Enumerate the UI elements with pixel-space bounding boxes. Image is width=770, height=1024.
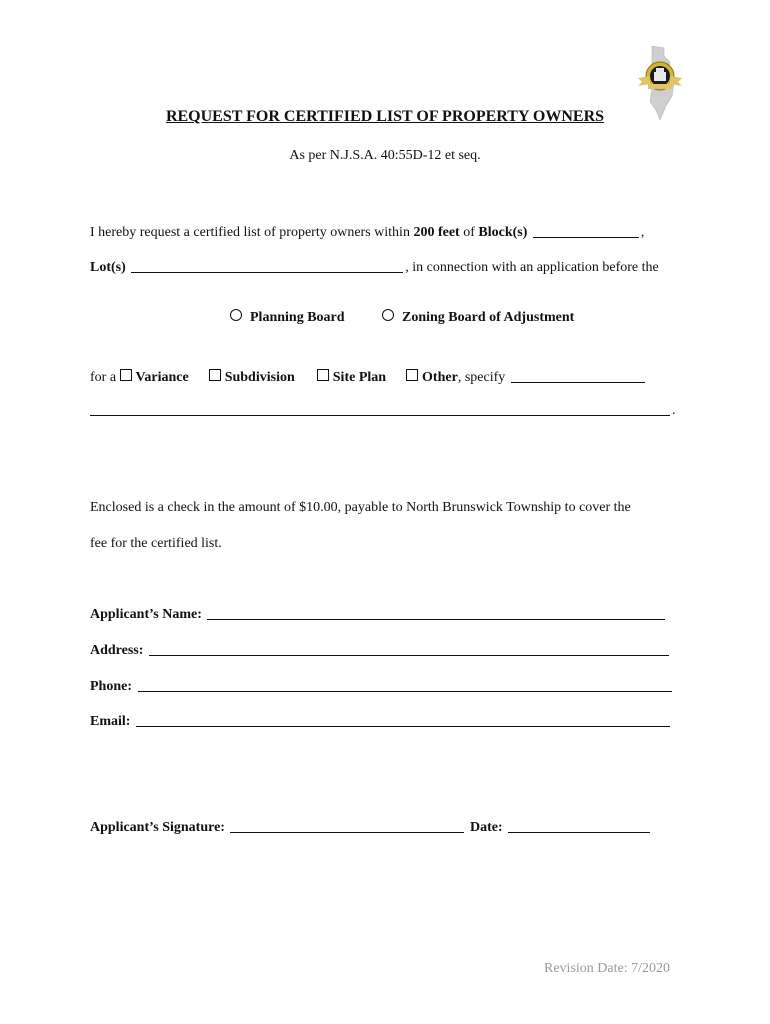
subdivision-checkbox[interactable] (209, 369, 221, 381)
signature-row (90, 820, 652, 836)
email-row (90, 714, 672, 730)
of-text: of (459, 225, 479, 240)
phone-field[interactable] (138, 690, 672, 692)
planning-board-label: Planning Board (250, 310, 345, 325)
date-field[interactable] (508, 831, 650, 833)
block-field[interactable] (533, 236, 639, 238)
application-type-row (90, 369, 647, 386)
address-label: Address: (90, 643, 144, 658)
specify-field[interactable] (511, 381, 645, 383)
request-line-block (90, 225, 644, 241)
site-plan-checkbox[interactable] (317, 369, 329, 381)
zoning-board-label: Zoning Board of Adjustment (402, 310, 575, 325)
revision-date: Revision Date: 7/2020 (544, 961, 670, 976)
signature-field[interactable] (230, 831, 464, 833)
address-field[interactable] (149, 654, 669, 656)
block-label: Block(s) (478, 225, 528, 240)
phone-label: Phone: (90, 679, 132, 694)
for-a-text: for a (90, 370, 120, 385)
variance-label: Variance (135, 370, 189, 385)
zoning-board-option[interactable] (382, 309, 574, 326)
period-text: . (672, 403, 676, 418)
request-intro-text: I hereby request a certified list of property owners within (90, 225, 414, 240)
other-label: Other (422, 370, 458, 385)
payment-line-2: fee for the certified list. (90, 536, 222, 551)
lot-label: Lot(s) (90, 260, 126, 275)
applicant-name-label: Applicant’s Name: (90, 607, 202, 622)
site-plan-label: Site Plan (332, 370, 387, 385)
planning-board-option[interactable] (230, 309, 345, 326)
phone-row (90, 679, 674, 695)
page-title: REQUEST FOR CERTIFIED LIST OF PROPERTY OWNERS (165, 108, 605, 125)
applicant-name-row (90, 607, 667, 623)
statute-subtitle: As per N.J.S.A. 40:55D-12 et seq. (289, 148, 481, 163)
comma-text: , (640, 225, 645, 240)
payment-line-1: Enclosed is a check in the amount of $10.00, payable to North Brunswick Township to cover the (90, 500, 631, 515)
address-row (90, 643, 671, 659)
signature-label: Applicant’s Signature: (90, 820, 225, 835)
specify-continuation-field[interactable] (90, 414, 670, 416)
planning-board-radio[interactable] (230, 309, 242, 321)
lot-field[interactable] (131, 271, 403, 273)
request-line-lot (90, 260, 659, 276)
zoning-board-radio[interactable] (382, 309, 394, 321)
variance-checkbox[interactable] (120, 369, 132, 381)
applicant-name-field[interactable] (207, 618, 665, 620)
specify-continuation-row (90, 403, 676, 419)
date-label: Date: (469, 820, 503, 835)
connection-text: , in connection with an application before the (405, 260, 659, 275)
email-label: Email: (90, 714, 131, 729)
specify-text: , specify (457, 370, 509, 385)
other-checkbox[interactable] (406, 369, 418, 381)
email-field[interactable] (136, 725, 670, 727)
distance-text: 200 feet (413, 225, 460, 240)
subdivision-label: Subdivision (224, 370, 295, 385)
